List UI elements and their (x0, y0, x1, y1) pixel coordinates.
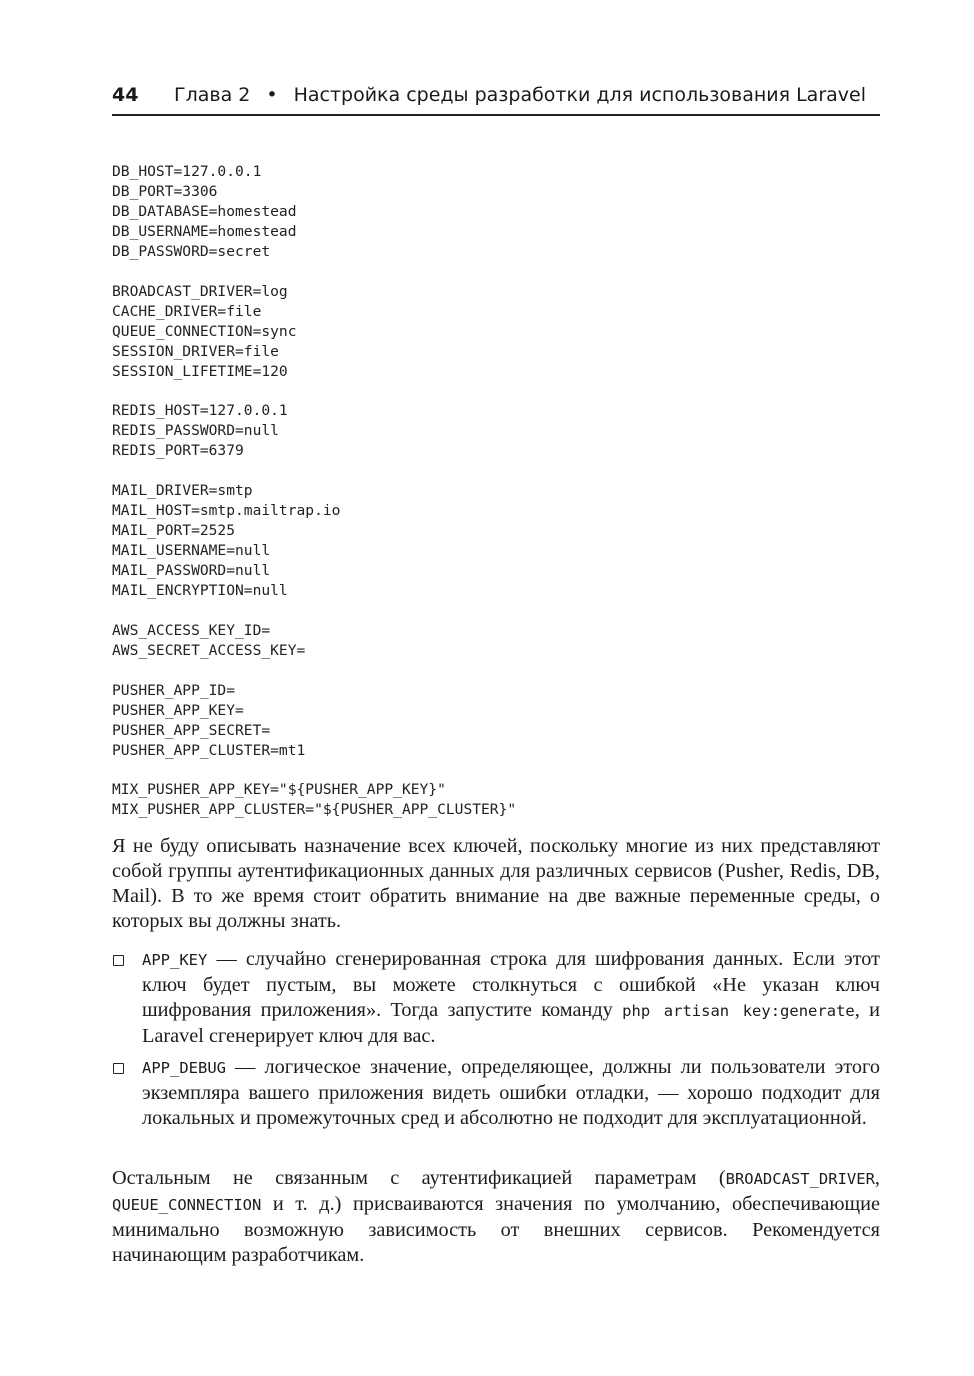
code-line: CACHE_DRIVER=file (112, 302, 262, 320)
code-line: MAIL_ENCRYPTION=null (112, 581, 288, 599)
code-group (112, 162, 516, 262)
app-key-code: APP_KEY (142, 951, 208, 969)
code-line: MIX_PUSHER_APP_KEY="${PUSHER_APP_KEY}" (112, 781, 446, 799)
code-line: PUSHER_APP_ID= (112, 681, 236, 699)
code-line: AWS_SECRET_ACCESS_KEY= (112, 641, 306, 659)
intro-paragraph: Я не буду описывать назначение всех ключей, поскольку многие из них представляют собой группы аутентификационных данных для различных сервисов (Pusher, Redis, DB, Mail). В то же время стоит обратить внимание на две важные переменные среды, о которых вы должны знать. (112, 835, 880, 932)
broadcast-driver-code: BROADCAST_DRIVER (725, 1170, 875, 1188)
closing-text-3: и т. д.) присваиваются значения по умолчанию, обеспечивающие минимально возможную зависимость от внешних сервисов. Рекомендуется начинающим разработчикам. (112, 1193, 880, 1266)
code-line: AWS_ACCESS_KEY_ID= (112, 621, 271, 639)
code-line: DB_HOST=127.0.0.1 (112, 163, 262, 180)
list-item-app-key (112, 947, 880, 1049)
closing-text-1: Остальным не связанным с аутентификацией параметрам ( (112, 1167, 726, 1189)
list-item-app-debug (112, 1055, 880, 1131)
closing-text-2: , (874, 1167, 880, 1189)
code-group (112, 282, 516, 382)
page-header (112, 80, 880, 116)
code-line: BROADCAST_DRIVER=log (112, 282, 288, 300)
env-code-listing (112, 162, 516, 820)
code-line: QUEUE_CONNECTION=sync (112, 322, 297, 340)
code-line: PUSHER_APP_KEY= (112, 701, 244, 719)
code-line: DB_PORT=3306 (112, 182, 218, 200)
checkbox-bullet-icon (113, 1063, 124, 1074)
code-line: MIX_PUSHER_APP_CLUSTER="${PUSHER_APP_CLUSTER}" (112, 801, 517, 819)
code-line: MAIL_PORT=2525 (112, 522, 236, 540)
code-line: DB_USERNAME=homestead (112, 222, 297, 240)
code-line: SESSION_LIFETIME=120 (112, 362, 288, 380)
code-group (112, 401, 516, 461)
code-line: REDIS_PORT=6379 (112, 442, 244, 460)
code-line: REDIS_PASSWORD=null (112, 422, 279, 440)
code-line: PUSHER_APP_SECRET= (112, 721, 271, 739)
code-group (112, 621, 516, 661)
code-line: DB_PASSWORD=secret (112, 242, 271, 260)
code-line: SESSION_DRIVER=file (112, 342, 279, 360)
app-key-description-end: , и Laravel сгенерирует ключ для вас. (142, 999, 881, 1047)
code-group (112, 481, 516, 601)
header-separator: • (266, 84, 278, 106)
code-line: MAIL_DRIVER=smtp (112, 482, 253, 500)
code-line: DB_DATABASE=homestead (112, 202, 297, 220)
code-line: MAIL_PASSWORD=null (112, 562, 271, 580)
page-number: 44 (112, 84, 139, 106)
checkbox-bullet-icon (113, 955, 124, 966)
app-debug-code: APP_DEBUG (142, 1059, 226, 1077)
code-group (112, 681, 516, 761)
app-debug-description: — логическое значение, определяющее, должны ли пользователи этого экземпляра вашего приложения видеть ошибки отладки, — хорошо подходит для локальных и промежуточных сред и абсолютно не подходит для эксплуатационной. (142, 1056, 880, 1129)
code-line: MAIL_USERNAME=null (112, 542, 271, 560)
chapter-label: Глава 2 (174, 84, 251, 106)
code-line: MAIL_HOST=smtp.mailtrap.io (112, 502, 341, 520)
env-variable-list (112, 947, 880, 1137)
code-group (112, 780, 516, 820)
closing-paragraph (112, 1166, 880, 1268)
app-key-description: — случайно сгенерированная строка для шифрования данных. Если этот ключ будет пустым, вы можете столкнуться с ошибкой «Не указан ключ шифрования приложения». Тогда запустите команду (142, 948, 880, 1021)
code-line: PUSHER_APP_CLUSTER=mt1 (112, 741, 306, 759)
key-generate-command: php artisan key:generate (622, 1002, 855, 1020)
chapter-title: Настройка среды разработки для использования Laravel (293, 84, 866, 106)
code-line: REDIS_HOST=127.0.0.1 (112, 402, 288, 420)
queue-connection-code: QUEUE_CONNECTION (112, 1196, 262, 1214)
